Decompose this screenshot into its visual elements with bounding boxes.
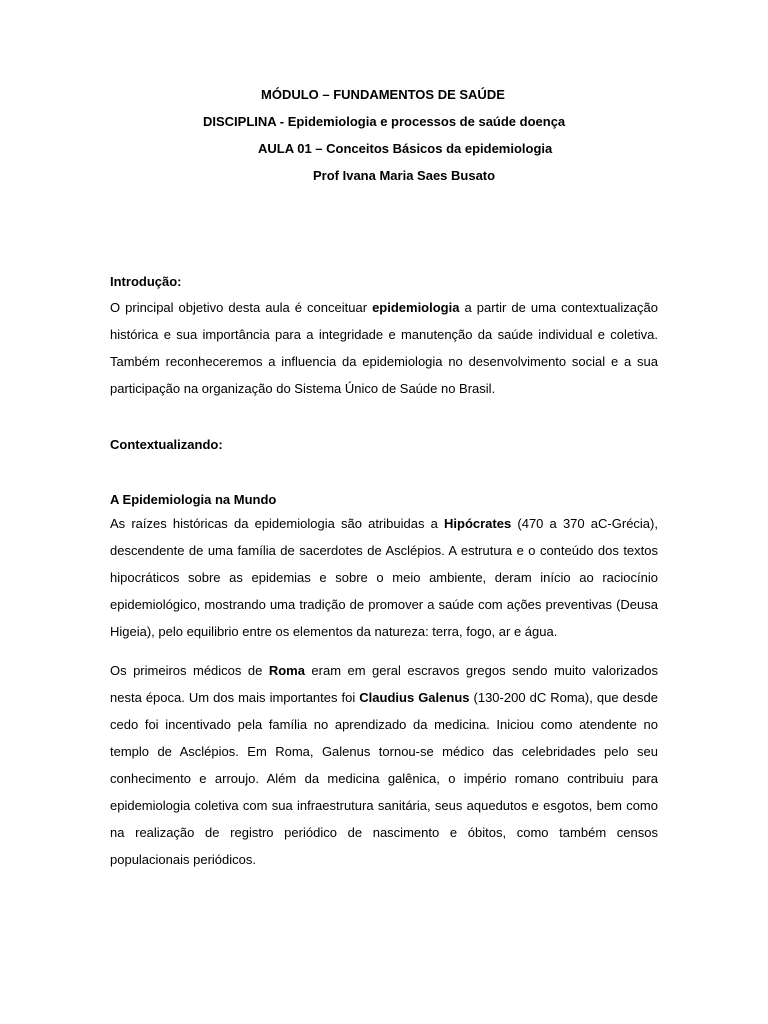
hipocrates-term: Hipócrates	[444, 516, 512, 531]
rome-paragraph: Os primeiros médicos de Roma eram em geral escravos gregos sendo muito valorizados nesta época. Um dos mais importantes foi Claudius Galenus (130-200 dC Roma), que desde cedo foi incentivado pela família no aprendizado da medicina. Iniciou como atendente no templo de Asclépios. Em Roma, Galenus tornou-se médico das celebridades pelo seu conhecimento e arroujo. Além da medicina galênica, o império romano contribuiu para epidemiologia coletiva com sua infraestrutura sanitária, seus aquedutos e esgotos, bem como na realização de registro periódico de nascimento e óbitos, como também censos populacionais periódicos.	[110, 663, 658, 867]
intro-paragraph: O principal objetivo desta aula é conceituar epidemiologia a partir de uma contextualização histórica e sua importância para a integridade e manutenção da saúde individual e coletiva. Também reconheceremos a influencia da epidemiologia no desenvolvimento social e a sua participação na organização do Sistema Único de Saúde no Brasil.	[110, 300, 658, 396]
intro-heading: Introdução:	[110, 274, 182, 289]
professor-name: Prof Ivana Maria Saes Busato	[313, 168, 496, 183]
document-body	[110, 272, 658, 873]
context-heading: Contextualizando:	[110, 437, 223, 452]
world-heading: A Epidemiologia na Mundo	[110, 492, 277, 507]
roma-term: Roma	[268, 663, 305, 678]
lesson-title: AULA 01 – Conceitos Básicos da epidemiologia	[258, 141, 553, 156]
epidemiologia-term: epidemiologia	[372, 300, 460, 315]
discipline-title: DISCIPLINA - Epidemiologia e processos de saúde doença	[203, 114, 566, 129]
galenus-term: Claudius Galenus	[359, 690, 470, 705]
hippocrates-paragraph: As raízes históricas da epidemiologia são atribuidas a Hipócrates (470 a 370 aC-Grécia), descendente de uma família de sacerdotes de Asclépios. A estrutura e o conteúdo dos textos hipocráticos sobre as epidemias e sobre o meio ambiente, deram início ao raciocínio epidemiológico, mostrando uma tradição de promover a saúde com ações preventivas (Deusa Higeia), pelo equilibrio entre os elementos da natureza: terra, fogo, ar e água.	[110, 516, 658, 639]
module-title: MÓDULO – FUNDAMENTOS DE SAÚDE	[261, 87, 505, 102]
